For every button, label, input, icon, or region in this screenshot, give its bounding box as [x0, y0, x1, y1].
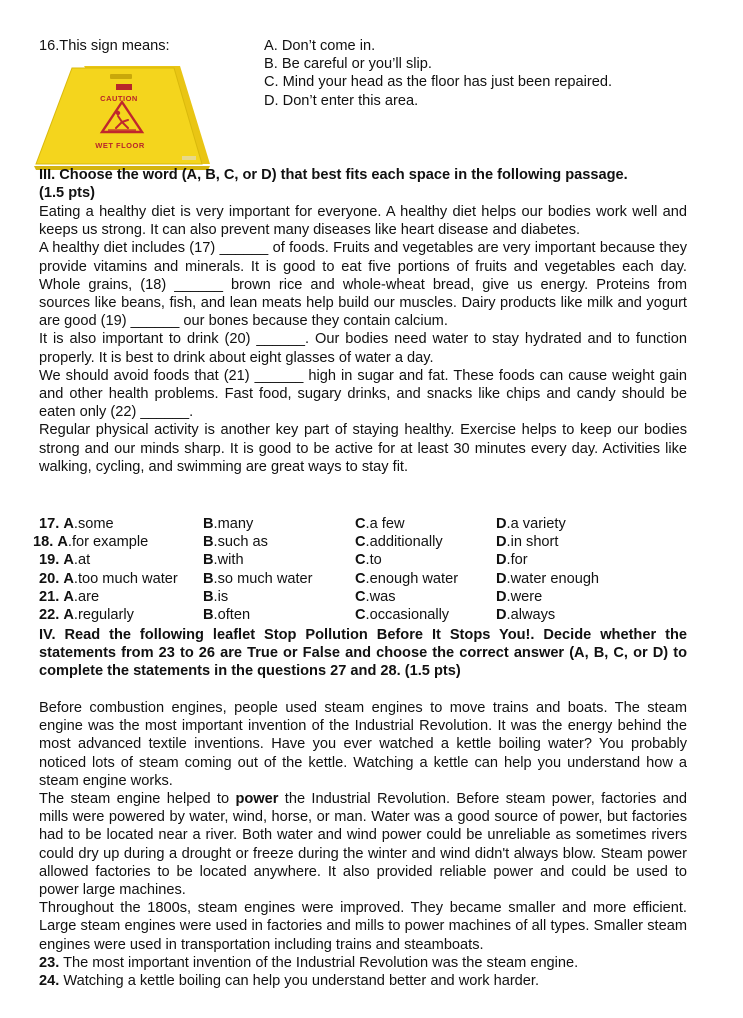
- passage-paragraph: We should avoid foods that (21) ______ high in sugar and fat. These foods can cause weight gain and other health problems. Fast food, sugary drinks, and snacks like chips and candy should be eaten only (22) ______.: [39, 367, 687, 421]
- option-d: D. were: [496, 589, 543, 605]
- option-b: B. so much water: [203, 571, 313, 587]
- option-b: B. with: [203, 552, 244, 568]
- option-a: 17. A. some: [39, 516, 114, 532]
- statement-24: 24. Watching a kettle boiling can help you understand better and work harder.: [39, 973, 540, 990]
- statement-23: 23. The most important invention of the Industrial Revolution was the steam engine.: [39, 954, 579, 971]
- option-d: D. in short: [496, 534, 559, 550]
- passage-paragraph: Throughout the 1800s, steam engines were improved. They became smaller and more efficient. Large steam engines were used in factories and mills to power machines of all types. Smaller steam engines were used in transportation including trains and steamboats.: [39, 900, 687, 953]
- option-b: B. many: [203, 516, 254, 532]
- sign-caution-text: CAUTION: [100, 94, 138, 103]
- option-a: 18. A. for example: [33, 534, 149, 550]
- option-c: C. a few: [355, 516, 405, 532]
- passage-paragraph: It is also important to drink (20) ______. Our bodies need water to stay hydrated and to function properly. It is best to drink about eight glasses of water a day.: [39, 331, 687, 366]
- option-a: 20. A. too much water: [39, 571, 178, 587]
- option-c: C. to: [355, 552, 382, 568]
- passage-paragraph: Regular physical activity is another key part of staying healthy. Exercise helps to keep our bodies strong and our minds sharp. It is good to be active for at least 30 minutes every day. Activities like walking, cycling, and swimming are great ways to stay fit.: [39, 422, 687, 475]
- option-a: 19. A. at: [39, 552, 91, 568]
- option-b: B. often: [203, 607, 251, 623]
- q16-option-c: C. Mind your head as the floor has just been repaired.: [264, 74, 613, 90]
- section-3-points: (1.5 pts): [39, 185, 95, 201]
- option-c: C. additionally: [355, 534, 443, 550]
- question-16-stem: 16.This sign means:: [39, 38, 170, 54]
- section-3-heading: III. Choose the word (A, B, C, or D) that best fits each space in the following passage.: [39, 167, 628, 183]
- option-b: B. such as: [203, 534, 268, 550]
- option-c: C. enough water: [355, 571, 459, 587]
- section-4-passage: [39, 699, 687, 990]
- option-b: B. is: [203, 589, 229, 605]
- section-3-passage: [39, 203, 687, 476]
- option-c: C. was: [355, 589, 396, 605]
- option-d: D. for: [496, 552, 528, 568]
- option-d: D. always: [496, 607, 556, 623]
- option-a: 22. A. regularly: [39, 607, 134, 623]
- q16-option-d: D. Don’t enter this area.: [264, 93, 419, 109]
- option-a: 21. A. are: [39, 589, 100, 605]
- passage-paragraph: Eating a healthy diet is very important for everyone. A healthy diet helps our bodies work well and keeps us strong. It can also prevent many diseases like heart disease and diabetes.: [39, 204, 687, 239]
- option-d: D. a variety: [496, 516, 566, 532]
- option-c: C. occasionally: [355, 607, 450, 623]
- passage-paragraph: Before combustion engines, people used steam engines to move trains and boats. The steam engine was the most important invention of the Industrial Revolution. It was the energy behind the most advanced textile inventions. Have you ever watched a kettle boiling water? You probably noticed lots of steam coming out of the kettle. Watching a kettle can help you understand how a steam engine works.: [39, 700, 687, 789]
- option-d: D. water enough: [496, 571, 600, 587]
- section-4-heading: IV. Read the following leaflet Stop Pollution Before It Stops You!. Decide whether the statements from 23 to 26 are True or False and choose the correct answer (A, B, C, or D) to complete the statements in the questions 27 and 28. (1.5 pts): [39, 627, 687, 680]
- caution-wet-floor-sign-image: [32, 60, 212, 172]
- passage-paragraph: A healthy diet includes (17) ______ of foods. Fruits and vegetables are very important because they provide vitamins and minerals. It is good to eat five portions of fruits and vegetables each day. Whole grains, (18) ______ brown rice and whole-wheat bread, give us energy. Proteins from sources like beans, fish, and lean meats help build our muscles. Dairy products like milk and yogurt are good (19) ______ our bones because they contain calcium.: [39, 240, 687, 330]
- sign-wet-floor-text: WET FLOOR: [95, 141, 145, 150]
- q16-option-b: B. Be careful or you’ll slip.: [264, 56, 432, 72]
- passage-paragraph: The steam engine helped to power the Industrial Revolution. Before steam power, factories and mills were powered by water, wind, horse, or man. Water was a good source of power, but factories had to be located near a river. Both water and wind power could be unreliable as sometimes rivers could dry up during a drought or freeze during the winter and wind didn't always blow. Steam power allowed factories to be located anywhere. It also provided reliable power and could be used to power large machines.: [39, 791, 687, 899]
- q16-option-a: A. Don’t come in.: [264, 38, 376, 54]
- bold-word-power: power: [235, 791, 279, 808]
